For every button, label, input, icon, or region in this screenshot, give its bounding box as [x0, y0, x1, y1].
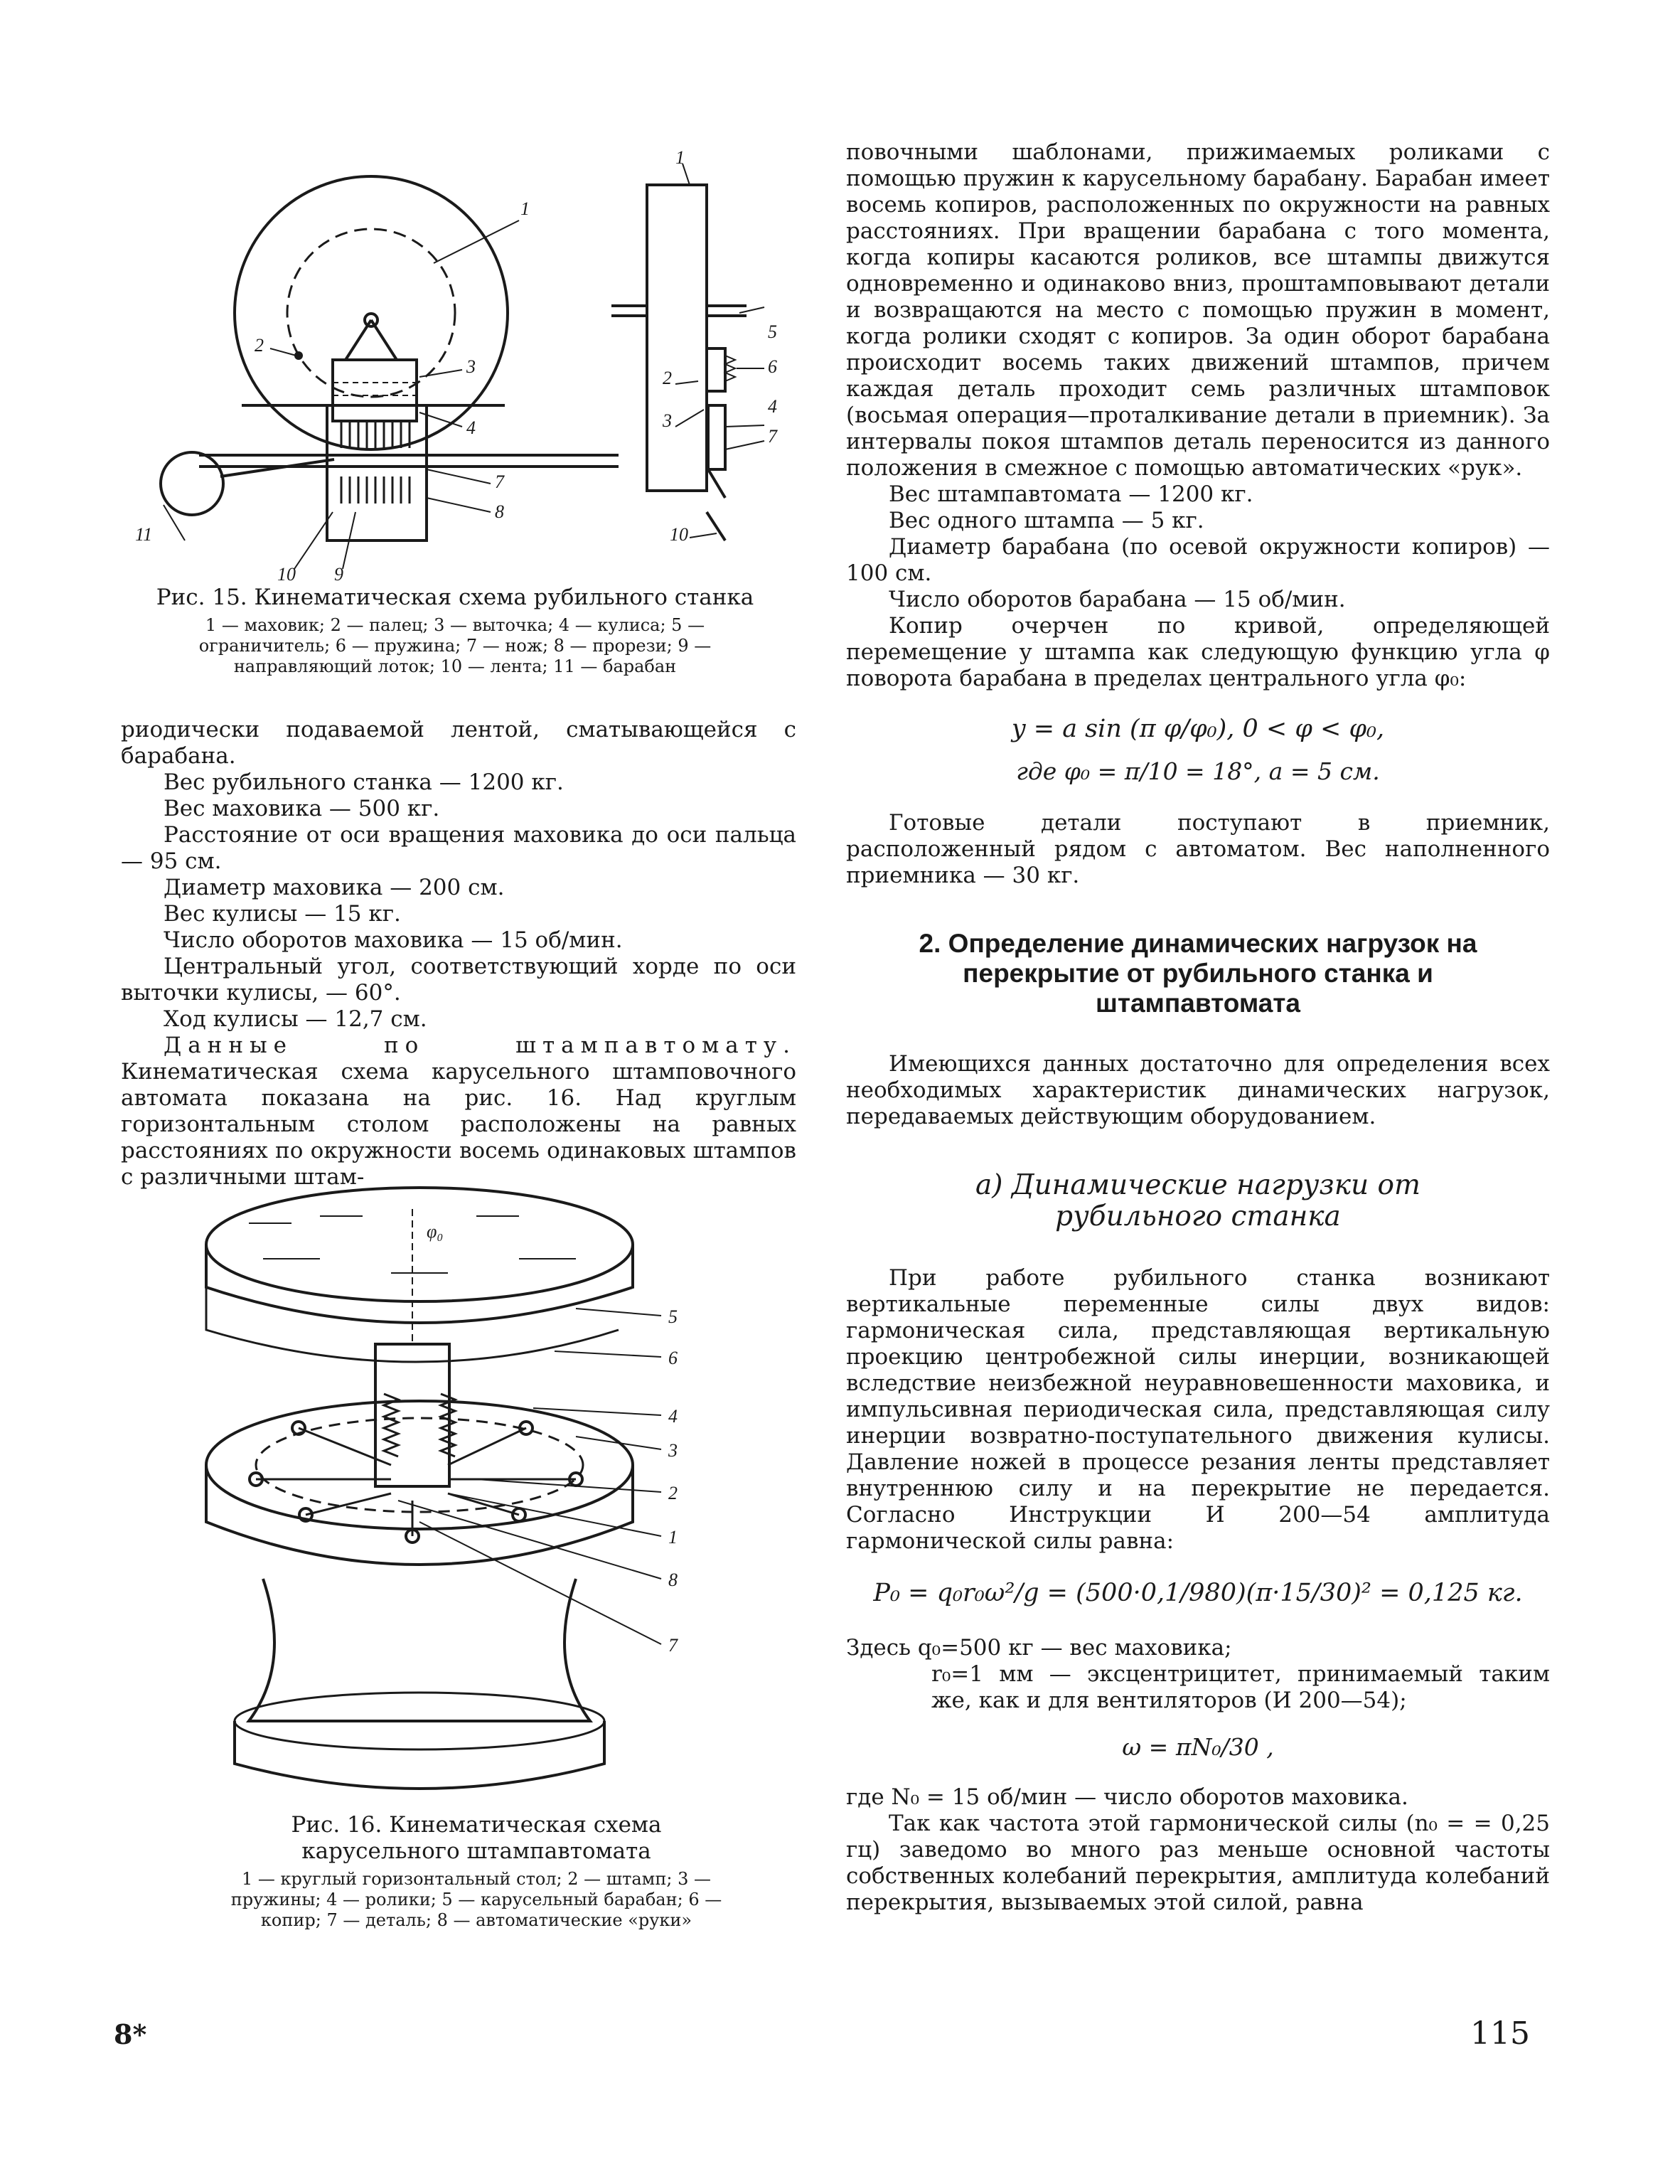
paragraph: Вес маховика — 500 кг.: [164, 796, 440, 821]
paragraph: Вес кулисы — 15 кг.: [164, 901, 401, 927]
fig15-side-label: 7: [768, 426, 777, 447]
fig16-label: 1: [668, 1527, 678, 1548]
fig15-label: 2: [255, 335, 264, 356]
paragraph: [121, 1033, 796, 1190]
paragraph: Так как частота этой гармонической силы (n₀ = = 0,25 гц) заведомо во много раз меньше основной частоты собственных колебаний перекрытия, амплитуда колебаний перекрытия, вызываемых этой силой, равна: [846, 1811, 1550, 1915]
fig15-label: 8: [495, 501, 504, 522]
fig15-side-label: 4: [768, 396, 777, 417]
paragraph: Число оборотов барабана — 15 об/мин.: [889, 587, 1346, 612]
fig16-label: 8: [668, 1570, 678, 1590]
fig15-legend: 1 — маховик; 2 — палец; 3 — выточка; 4 — кулиса; 5 — ограничитель; 6 — пружина; 7 — нож; 8 — прорези; 9 — направляющий лоток; 10 — лента; 11 — барабан: [198, 615, 712, 676]
fig16-label: 7: [668, 1635, 678, 1656]
paragraph: Диаметр маховика — 200 см.: [164, 875, 505, 900]
fig15-label: 11: [135, 524, 153, 545]
fig15-side-label: 10: [670, 524, 688, 545]
paragraph: Готовые детали поступают в приемник, расположенный рядом с автоматом. Вес наполненного приемника — 30 кг.: [846, 810, 1550, 888]
section-heading: 2. Определение динамических нагрузок на перекрытие от рубильного станка и штампавтомата: [919, 929, 1477, 1018]
paragraph: Копир очерчен по кривой, определяющей перемещение y штампа как следующую функцию угла φ поворота барабана в пределах центрального угла φ₀:: [846, 613, 1550, 691]
equation: ω = πN₀/30 ,: [1122, 1733, 1274, 1761]
fig16-label: 4: [668, 1406, 678, 1427]
fig16-label: 2: [668, 1483, 678, 1503]
paragraph: Здесь q₀=500 кг — вес маховика;: [846, 1635, 1232, 1661]
fig15-side-label: 2: [663, 368, 672, 388]
equation: P₀ = q₀r₀ω²/g = (500·0,1/980)(π·15/30)² = 0,125 кг.: [873, 1579, 1523, 1607]
paragraph: Число оборотов маховика — 15 об/мин.: [164, 927, 623, 953]
fig15-side-label: 1: [675, 147, 685, 168]
paragraph: При работе рубильного станка возникают вертикальные переменные силы двух видов: гармоническая сила, представляющая вертикальную проекцию центробежной силы инерции, возникающей вследствие неизбежной неуравновешенности маховика, и импульсивная периодическая сила, представляющая силу инерции возвратно-поступательного движения кулисы. Давление ножей в процессе резания ленты представляет внутреннюю силу и на перекрытие не передается. Согласно Инструкции И 200—54 амплитуда гармонической силы равна:: [846, 1265, 1550, 1554]
fig16-diagram: [178, 1181, 718, 1799]
fig16-label: 6: [668, 1348, 678, 1368]
fig15-label: 3: [466, 356, 476, 377]
page-number: 115: [1470, 2015, 1530, 2052]
paragraph: Вес рубильного станка — 1200 кг.: [164, 769, 564, 795]
paragraph-text: Кинематическая схема карусельного штамповочного автомата показана на рис. 16. Над круглым горизонтальным столом расположены на равных расстояниях по окружности восемь одинаковых штампов с различными штам-: [121, 1059, 796, 1190]
paragraph: Диаметр барабана (по осевой окружности копиров) — 100 см.: [846, 534, 1550, 586]
subsection-heading: а) Динамические нагрузки от рубильного станка: [975, 1169, 1420, 1232]
paragraph: Центральный угол, соответствующий хорде по оси выточки кулисы, — 60°.: [121, 954, 796, 1006]
fig15-side-label: 3: [663, 410, 672, 431]
paragraph: Расстояние от оси вращения маховика до оси пальца — 95 см.: [121, 822, 796, 874]
equation: где φ₀ = π/10 = 18°, a = 5 см.: [1016, 757, 1380, 785]
fig15-side-label: 6: [768, 356, 777, 377]
right-column: [846, 139, 1550, 1916]
paragraph: Вес штампавтомата — 1200 кг.: [889, 481, 1253, 507]
spaced-heading: Данные по штампавтомату.: [164, 1033, 796, 1058]
paragraph: повочными шаблонами, прижимаемых роликами с помощью пружин к карусельному барабану. Барабан имеет восемь копиров, расположенных по окружности на равных расстояниях. При вращении барабана с того момента, когда копиры касаются роликов, все штампы движутся одновременно и одинаково вниз, проштамповывают детали и возвращаются на место с помощью пружин в момент, когда ролики сходят с копиров. За один оборот барабана происходит восемь таких движений штампов, причем каждая деталь проходит семь различных штамповок (восьмая операция—проталкивание детали в приемник). За интервалы покоя штампов деталь переносится из данного положения в смежное с помощью автоматических «рук».: [846, 139, 1550, 481]
paragraph: Ход кулисы — 12,7 см.: [164, 1006, 427, 1032]
fig15-label: 7: [495, 472, 504, 492]
fig16-caption: Рис. 16. Кинематическая схема карусельного штампавтомата: [291, 1812, 662, 1864]
fig15-label: 10: [277, 564, 296, 585]
paragraph: Вес одного штампа — 5 кг.: [889, 508, 1204, 533]
fig15-label: 1: [520, 198, 530, 219]
paragraph: r₀=1 мм — эксцентрицитет, принимаемый таким же, как и для вентиляторов (И 200—54);: [931, 1661, 1550, 1713]
fig15-caption: Рис. 15. Кинематическая схема рубильного станка: [156, 585, 754, 610]
equation: y = a sin (π φ/φ₀), 0 < φ < φ₀,: [1011, 715, 1385, 743]
fig15-label: 9: [334, 564, 343, 585]
signature-mark: 8*: [114, 2018, 147, 2050]
fig16-phi-label: φ₀: [427, 1221, 444, 1242]
fig15-diagram: [121, 142, 803, 597]
fig16-label: 5: [668, 1306, 678, 1327]
left-column: [121, 717, 796, 1190]
fig15-side-label: 5: [768, 321, 777, 342]
paragraph: Имеющихся данных достаточно для определения всех необходимых характеристик динамических нагрузок, передаваемых действующим оборудованием.: [846, 1051, 1550, 1129]
fig16-legend: 1 — круглый горизонтальный стол; 2 — штамп; 3 — пружины; 4 — ролики; 5 — карусельный барабан; 6 — копир; 7 — деталь; 8 — автоматические «руки»: [230, 1869, 722, 1930]
paragraph: риодически подаваемой лентой, сматывающейся с барабана.: [121, 717, 796, 769]
fig16-label: 3: [668, 1440, 678, 1461]
paragraph: где N₀ = 15 об/мин — число оборотов маховика.: [846, 1784, 1408, 1810]
fig15-label: 4: [466, 417, 476, 438]
